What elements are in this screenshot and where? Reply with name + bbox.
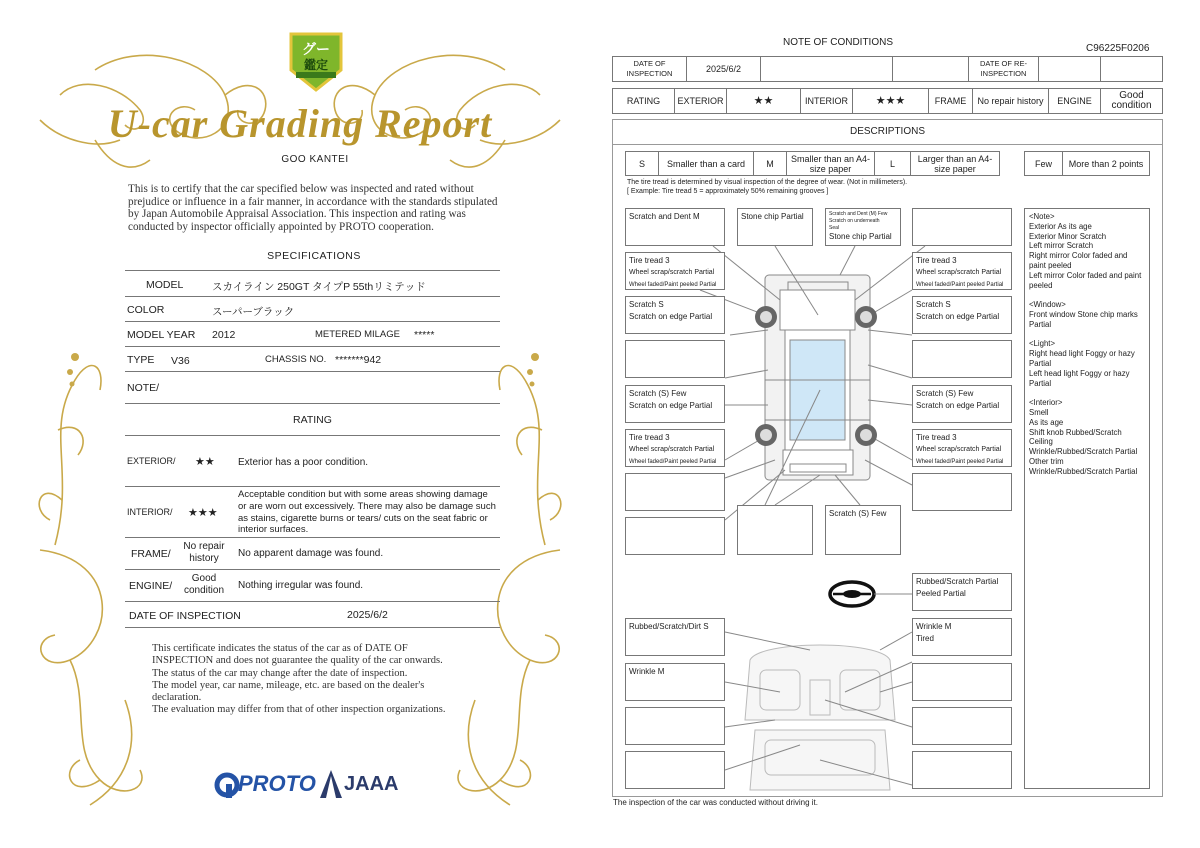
type-row [125,347,500,372]
steering-wheel-icon [830,582,912,606]
goo-kantei-badge-logo [287,32,345,92]
model-year-value: 2012 [212,329,236,341]
model-year-label: MODEL YEAR [127,329,196,341]
disclaimer [152,643,492,717]
jaaa-logo: JAAA [344,773,399,795]
note-line: Shift knob Rubbed/Scratch [1029,427,1122,437]
seat-right-box [912,663,1012,701]
box-text: Scratch S [629,300,664,309]
box-text: Stone chip Partial [829,232,892,241]
rear-left-box [625,517,725,555]
specifications-heading: SPECIFICATIONS [267,250,361,262]
interior-row [125,487,500,538]
box-text: Scratch (S) Few [916,389,974,398]
note-of-conditions-sheet [600,0,1200,848]
inspection-date-value: 2025/6/2 [347,609,388,621]
note-row [125,372,500,404]
chassis-label: CHASSIS NO. [265,354,327,365]
exterior-description: Exterior has a poor condition. [238,457,369,468]
box-text: Scratch (S) Few [629,389,687,398]
notes-panel [1024,208,1150,789]
box-text: Scratch on edge Partial [916,401,1000,410]
interior-label: INTERIOR [801,89,853,113]
box-text: Scratch S [916,300,951,309]
milage-value: ***** [414,329,435,341]
box-text: Tire tread 3 [629,256,670,265]
frame-value: No repair history [973,89,1049,113]
reinspection-label: DATE OF RE-INSPECTION [969,57,1039,81]
type-label: TYPE [127,354,155,366]
engine-value: Good condition [183,573,225,596]
box-text: Scratch on underneath [829,218,880,224]
front-far-right-box [912,208,1012,246]
box-text: Scratch and Dent M [629,212,700,221]
box-text: Wheel faded/Paint peeled Partial [916,282,1004,288]
note-line: Ceiling [1029,437,1053,447]
disclaimer-line: This certificate indicates the status of the car as of DATE OF [152,643,408,654]
box-text: Scratch on edge Partial [916,312,1000,321]
front-left-box [625,208,725,246]
note-line: Left mirror Scratch [1029,241,1094,251]
exterior-row [125,436,500,487]
milage-label: METERED MILAGE [315,329,400,340]
box-text: Wheel scrap/scratch Partial [629,269,715,276]
front-right-box [825,208,901,246]
svg-text:鑑定: 鑑定 [303,58,329,72]
box-text: Scratch (S) Few [829,509,887,518]
note-line: Other trim [1029,456,1064,466]
color-label: COLOR [127,304,165,316]
disclaimer-line: The evaluation may differ from that of other inspection organizations. [152,704,446,716]
note-label: NOTE/ [127,382,160,394]
exterior-label: EXTERIOR [675,89,727,113]
proto-logo-icon [214,772,240,798]
note-line: Front window Stone chip marks Partial [1029,309,1138,329]
disclaimer-line: The model year, car name, mileage, etc. are based on the dealer's [152,679,425,691]
engine-label: ENGINE [1049,89,1101,113]
legend-s: S [626,152,659,175]
engine-description: Nothing irregular was found. [238,580,364,591]
rear-left-empty-box [625,473,725,511]
note-line: <Light> [1029,339,1056,349]
chassis-value: *******942 [335,354,382,366]
frame-row [125,538,500,570]
svg-text:グー: グー [302,42,330,58]
note-line: Wrinkle/Rubbed/Scratch Partial [1029,447,1138,457]
note-line: Exterior Minor Scratch [1029,231,1107,241]
note-line: Right mirror Color faded and paint peeled [1029,251,1128,270]
disclaimer-line: INSPECTION and does not guarantee the quality of the car onwards. [152,655,443,667]
certification-statement: This is to certify that the car specified below was inspected and rated without prejudice or influence in a fair manner, in accordance with the standards stipulated by Japan Automobile Appraisal Association. This inspection and rating was conducted by inspector officially appointed by PROTO cooperation. [128,183,498,233]
inspection-date-row [125,602,500,628]
footer-note: The inspection of the car was conducted without driving it. [613,798,818,807]
proto-logo: PROTO [238,771,316,796]
rear-mid-left-box [737,505,813,555]
legend-l: L [875,152,911,175]
frame-value: No repair history [183,541,225,564]
model-label: MODEL [146,279,184,291]
exterior-stars: ★★ [727,89,801,113]
engine-value: Good condition [1111,90,1152,111]
tire-front-right-box [912,252,1012,290]
box-text: Seal [829,225,840,231]
tire-rear-left-box [625,429,725,467]
note-line: Right head light Foggy or hazy Partial [1029,349,1135,368]
note-line: Left head light Foggy or hazy Partial [1029,368,1130,388]
box-text: Wheel scrap/scratch Partial [916,269,1002,276]
left-few-box [625,385,725,423]
disclaimer-line: declaration. [152,692,202,704]
box-text: Scratch on edge Partial [629,401,713,410]
steering-box [912,573,1012,611]
interior-left-box [625,707,725,745]
model-value: スカイライン 250GT タイプP 55thリミテッド [212,281,426,293]
tire-example: [ Example: Tire tread 5 = approximately 50% remaining grooves ] [627,188,829,195]
legend-l-desc: Larger than an A4-size paper [917,153,993,174]
note-line: As its age [1029,417,1064,427]
left-empty-box [625,340,725,378]
box-text: Wheel scrap/scratch Partial [629,446,715,453]
engine-label: ENGINE/ [129,580,173,592]
note-line: <Interior> [1029,398,1063,408]
legend-few-desc: More than 2 points [1068,158,1144,169]
note-line: Left mirror Color faded and paint peeled [1029,270,1142,290]
right-few-box [912,385,1012,423]
footer-logos [210,768,410,802]
inspection-date-label: DATE OF INSPECTION [129,610,241,622]
box-text: Wheel scrap/scratch Partial [916,446,1002,453]
box-text: Wheel faded/Paint peeled Partial [916,459,1004,465]
interior-right-box [912,707,1012,745]
note-line: Smell [1029,407,1049,417]
date-label: DATE OF INSPECTION [613,57,687,81]
exterior-stars: ★★ [195,456,215,468]
box-text: Tire tread 3 [916,256,957,265]
disclaimer-line: The status of the car may change after the date of inspection. [152,667,408,679]
box-text: Tire tread 3 [629,433,670,442]
box-text: Wheel faded/Paint peeled Partial [629,282,717,288]
report-subtitle: GOO KANTEI [281,154,349,165]
box-text: Scratch on edge Partial [629,312,713,321]
rating-heading-row [125,404,500,436]
note-line [1029,330,1145,340]
front-mid-box [737,208,813,246]
exterior-label: EXTERIOR/ [127,456,176,466]
tire-note: The tire tread is determined by visual inspection of the degree of wear. (Not in millimeters). [627,179,908,186]
tire-front-left-box [625,252,725,290]
rear-mid-box [825,505,901,555]
box-text: Rubbed/Scratch/Dirt S [629,622,709,631]
tire-rear-right-box [912,429,1012,467]
frame-description: No apparent damage was found. [238,548,384,559]
legend-few: Few [1025,152,1063,175]
note-line [1029,290,1145,300]
descriptions-heading: DESCRIPTIONS [612,119,1163,145]
box-text: Rubbed/Scratch Partial [916,577,999,586]
box-text: Wrinkle M [916,622,952,631]
box-text: Tired [916,634,934,643]
jaaa-logo-icon [320,770,342,800]
rear-seat-left-box [625,751,725,789]
legend-m: M [754,152,787,175]
note-line: <Window> [1029,300,1066,310]
left-scratch-box [625,296,725,334]
box-text: Wrinkle M [629,667,665,676]
interior-description: Acceptable condition but with some areas showing damage or are worn out excessively. There may also be damage such as stains, cigarette burns or tears/ cuts on the seat fabric or interior surfaces. [238,489,496,536]
rear-seat-right-box [912,751,1012,789]
frame-label: FRAME [929,89,973,113]
date-value: 2025/6/2 [687,57,761,81]
note-line: Exterior As its age [1029,221,1092,231]
sheet-title: NOTE OF CONDITIONS [783,37,893,48]
box-text: Tire tread 3 [916,433,957,442]
note-line: <Note> [1029,212,1055,221]
legend-m-desc: Smaller than an A4-size paper [787,152,875,175]
box-text: Peeled Partial [916,589,966,598]
box-text: Scratch and Dent (M) Few [829,211,888,217]
dash-right-box [912,618,1012,656]
dash-left-box [625,618,725,656]
color-row [125,297,500,322]
note-line: Wrinkle/Rubbed/Scratch Partial [1029,466,1138,476]
legend-s-desc: Smaller than a card [659,152,754,175]
rating-label: RATING [613,89,675,113]
right-empty-box [912,340,1012,378]
interior-stars: ★★★ [188,507,218,519]
sheet-code: C96225F0206 [1086,43,1150,54]
report-title: U-car Grading Report [107,101,493,146]
interior-stars: ★★★ [853,89,929,113]
rear-right-empty-box [912,473,1012,511]
frame-label: FRAME/ [131,548,171,560]
model-row [125,272,500,297]
rating-heading: RATING [293,414,332,426]
type-value: V36 [171,355,190,367]
engine-row [125,570,500,602]
model-year-row [125,322,500,347]
interior-label: INTERIOR/ [127,507,173,517]
box-text: Stone chip Partial [741,212,804,221]
right-scratch-box [912,296,1012,334]
color-value: スーパーブラック [212,306,295,318]
seat-left-box [625,663,725,701]
box-text: Wheel faded/Paint peeled Partial [629,459,717,465]
note-line [1029,388,1145,398]
